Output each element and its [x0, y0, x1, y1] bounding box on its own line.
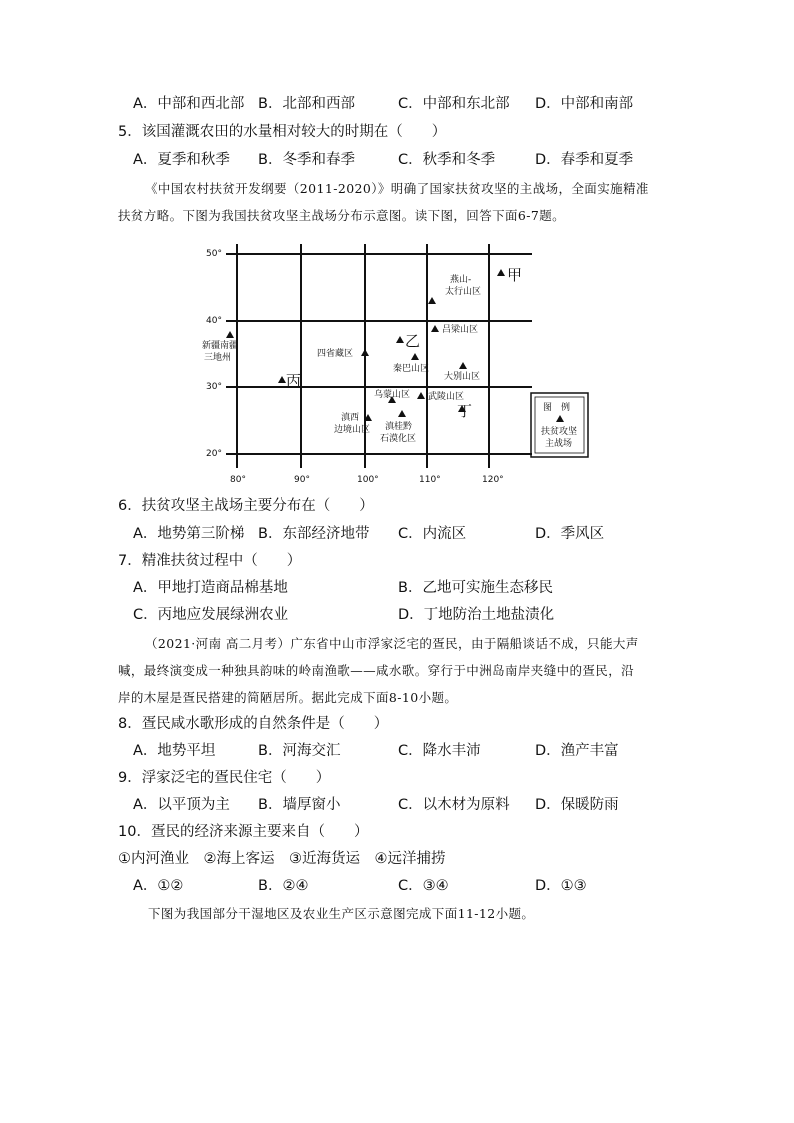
q5-option-d[interactable]: D．春季和夏季: [535, 152, 634, 168]
triangle-marker-wuling: [417, 392, 425, 399]
q5-option-a[interactable]: A．夏季和秋季: [133, 152, 230, 168]
label-xinjiang-1: 新疆南疆: [202, 341, 239, 351]
q4-option-c[interactable]: C．中部和东北部: [398, 96, 510, 112]
q9-option-d[interactable]: D．保暖防雨: [535, 797, 619, 813]
q5-stem: 5．该国灌溉农田的水量相对较大的时期在（ ）: [118, 124, 447, 140]
legend-item-1: 扶贫攻坚: [541, 427, 578, 437]
triangle-marker-yi: [396, 336, 404, 343]
legend-title: 图 例: [543, 403, 571, 413]
triangle-marker-lvliang: [431, 325, 439, 332]
map-grid: [226, 244, 532, 468]
passage1-line1: 《中国农村扶贫开发纲要（2011-2020）》明确了国家扶贫攻坚的主战场，全面实施精准: [145, 181, 649, 196]
lat-label-50: 50°: [206, 249, 222, 259]
label-wuling: 武陵山区: [428, 392, 465, 402]
lon-label-90: 90°: [294, 475, 310, 485]
q9-option-a[interactable]: A．以平顶为主: [133, 797, 230, 813]
marker-label-ding: 丁: [457, 402, 473, 420]
q4-option-d[interactable]: D．中部和南部: [535, 96, 634, 112]
lat-label-20: 20°: [206, 449, 222, 459]
q8-option-c[interactable]: C．降水丰沛: [398, 743, 481, 759]
lon-label-100: 100°: [357, 475, 379, 485]
q8-option-a[interactable]: A．地势平坦: [133, 743, 216, 759]
q10-option-d[interactable]: D．①③: [535, 878, 587, 894]
passage3: 下图为我国部分干湿地区及农业生产区示意图完成下面11-12小题。: [148, 906, 535, 921]
marker-label-bing: 丙: [286, 372, 302, 390]
triangle-marker-yanshan: [428, 297, 436, 304]
label-wumeng: 乌蒙山区: [374, 390, 411, 400]
q6-option-c[interactable]: C．内流区: [398, 526, 467, 542]
label-dianxi-2: 边境山区: [334, 425, 371, 435]
triangle-marker-bing: [278, 376, 286, 383]
lat-label-30: 30°: [206, 382, 222, 392]
legend-item-2: 主战场: [545, 439, 573, 449]
label-yanshan-1: 燕山-: [450, 275, 472, 285]
label-diangui-2: 石漠化区: [380, 434, 417, 444]
q8-option-d[interactable]: D．渔产丰富: [535, 743, 619, 759]
triangle-marker-dabie: [459, 362, 467, 369]
q10-option-a[interactable]: A．①②: [133, 878, 184, 894]
q7-option-b[interactable]: B．乙地可实施生态移民: [398, 580, 553, 596]
q6-option-a[interactable]: A．地势第三阶梯: [133, 526, 245, 542]
lon-label-120: 120°: [482, 475, 504, 485]
q6-stem: 6．扶贫攻坚主战场主要分布在（ ）: [118, 498, 374, 514]
label-qinba: 秦巴山区: [393, 364, 430, 374]
label-xinjiang-2: 三地州: [204, 353, 232, 363]
q5-option-b[interactable]: B．冬季和春季: [258, 152, 355, 168]
q6-option-d[interactable]: D．季风区: [535, 526, 605, 542]
legend-triangle-icon: [556, 415, 564, 422]
triangle-marker-xinjiang: [226, 331, 234, 338]
label-yanshan-2: 太行山区: [445, 287, 482, 297]
lon-label-80: 80°: [230, 475, 246, 485]
q10-option-b[interactable]: B．②④: [258, 878, 309, 894]
label-dabie: 大别山区: [444, 372, 481, 382]
passage2-line2: 喊，最终演变成一种独具韵味的岭南渔歌——咸水歌。穿行于中洲岛南岸夹缝中的疍民，沿: [118, 663, 635, 678]
q4-option-a[interactable]: A．中部和西北部: [133, 96, 245, 112]
q6-option-b[interactable]: B．东部经济地带: [258, 526, 370, 542]
passage2-line1: （2021·河南 高二月考）广东省中山市浮家泛宅的疍民，由于隔船谈话不成，只能大声: [145, 636, 639, 651]
q8-stem: 8．疍民咸水歌形成的自然条件是（ ）: [118, 716, 389, 732]
marker-label-yi: 乙: [405, 332, 421, 350]
triangle-marker-sisheng: [361, 349, 369, 356]
triangle-marker-jia: [497, 269, 505, 276]
q10-stem: 10．疍民的经济来源主要来自（ ）: [118, 824, 369, 840]
q9-option-b[interactable]: B．墙厚窗小: [258, 797, 341, 813]
q7-option-d[interactable]: D．丁地防治土地盐渍化: [398, 607, 555, 623]
lat-label-40: 40°: [206, 316, 222, 326]
lon-label-110: 110°: [419, 475, 441, 485]
q4-option-b[interactable]: B．北部和西部: [258, 96, 355, 112]
q5-option-c[interactable]: C．秋季和冬季: [398, 152, 496, 168]
label-lvliang: 吕梁山区: [442, 325, 479, 335]
poverty-map-figure: [200, 236, 610, 488]
label-dianxi-1: 滇西: [341, 413, 360, 423]
label-sisheng: 四省藏区: [317, 349, 354, 359]
q7-stem: 7．精准扶贫过程中（ ）: [118, 553, 302, 569]
q7-option-a[interactable]: A．甲地打造商品棉基地: [133, 580, 288, 596]
triangle-marker-diangui: [398, 410, 406, 417]
q8-option-b[interactable]: B．河海交汇: [258, 743, 341, 759]
q10-option-c[interactable]: C．③④: [398, 878, 449, 894]
marker-label-jia: 甲: [507, 266, 523, 284]
triangle-marker-qinba: [411, 353, 419, 360]
label-diangui-1: 滇桂黔: [385, 422, 413, 432]
passage2-line3: 岸的木屋是疍民搭建的简陋居所。据此完成下面8-10小题。: [118, 690, 458, 705]
passage1-line2: 扶贫方略。下图为我国扶贫攻坚主战场分布示意图。读下图，回答下面6-7题。: [118, 208, 566, 223]
q9-option-c[interactable]: C．以木材为原料: [398, 797, 510, 813]
map-legend: [531, 393, 588, 457]
q10-items: ①内河渔业 ②海上客运 ③近海货运 ④远洋捕捞: [118, 851, 446, 867]
q7-option-c[interactable]: C．丙地应发展绿洲农业: [133, 607, 289, 623]
q9-stem: 9．浮家泛宅的疍民住宅（ ）: [118, 770, 331, 786]
